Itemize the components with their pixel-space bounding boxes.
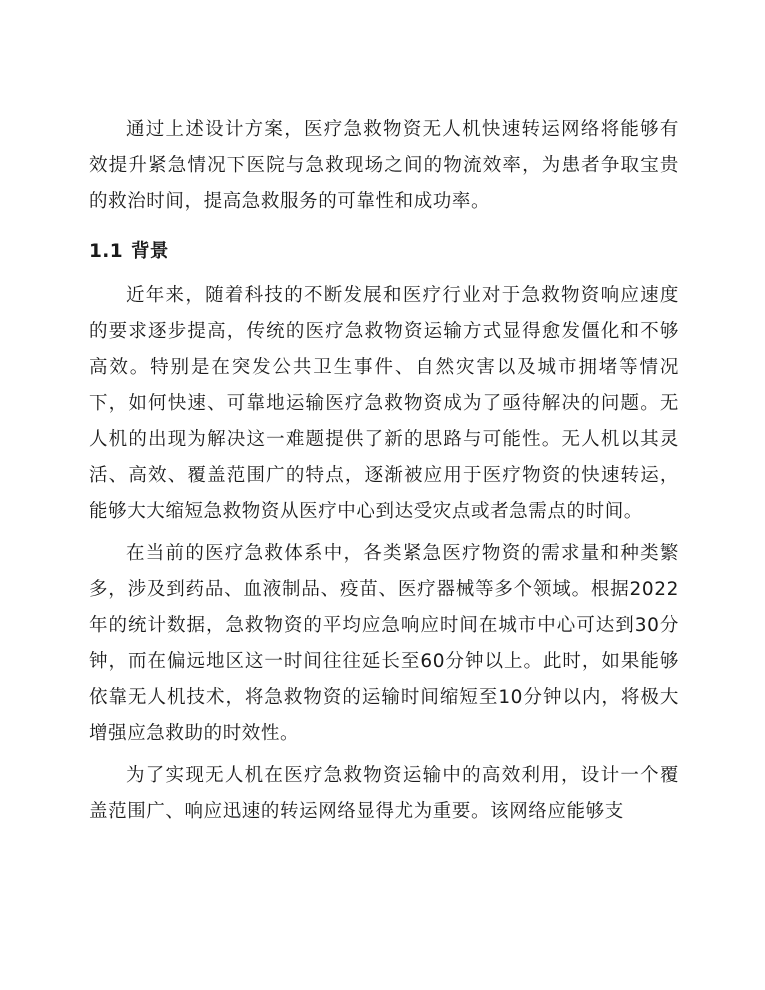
intro-paragraph: 通过上述设计方案，医疗急救物资无人机快速转运网络将能够有效提升紧急情况下医院与急救现场之间的物流效率，为患者争取宝贵的救治时间，提高急救服务的可靠性和成功率。 xyxy=(89,119,679,212)
section-heading xyxy=(89,234,679,270)
document-body xyxy=(89,112,679,830)
section-number: 1.1 xyxy=(89,241,123,262)
section-title: 背景 xyxy=(130,241,169,262)
body-paragraph-2: 在当前的医疗急救体系中，各类紧急医疗物资的需求量和种类繁多，涉及到药品、血液制品、疫苗、医疗器械等多个领域。根据2022年的统计数据，急救物资的平均应急响应时间在城市中心可达到30分钟，而在偏远地区这一时间往往延长至60分钟以上。此时，如果能够依靠无人机技术，将急救物资的运输时间缩短至10分钟以内，将极大增强应急救助的时效性。 xyxy=(89,543,679,744)
body-paragraph-1: 近年来，随着科技的不断发展和医疗行业对于急救物资响应速度的要求逐步提高，传统的医疗急救物资运输方式显得愈发僵化和不够高效。特别是在突发公共卫生事件、自然灾害以及城市拥堵等情况下，如何快速、可靠地运输医疗急救物资成为了亟待解决的问题。无人机的出现为解决这一难题提供了新的思路与可能性。无人机以其灵活、高效、覆盖范围广的特点，逐渐被应用于医疗物资的快速转运，能够大大缩短急救物资从医疗中心到达受灾点或者急需点的时间。 xyxy=(89,285,679,522)
body-paragraph-3: 为了实现无人机在医疗急救物资运输中的高效利用，设计一个覆盖范围广、响应迅速的转运网络显得尤为重要。该网络应能够支 xyxy=(89,765,679,822)
